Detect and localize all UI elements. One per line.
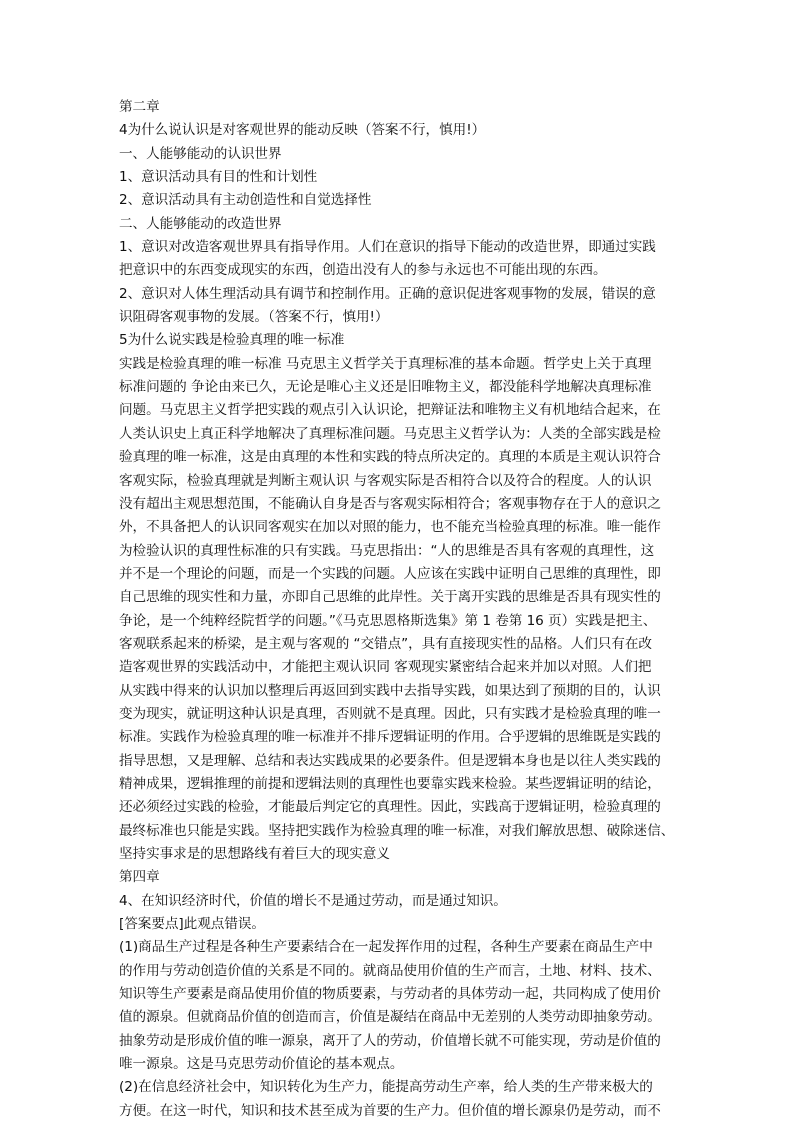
text-line: 5为什么说实践是检验真理的唯一标准: [119, 332, 345, 349]
text-line: 为检验认识的真理性标准的只有实践。马克思指出：“人的思维是否具有客观的真理性，这: [119, 542, 655, 559]
text-line: (2)在信息经济社会中，知识转化为生产力，能提高劳动生产率，给人类的生产带来极大的: [119, 1079, 653, 1096]
text-line: 4为什么说认识是对客观世界的能动反映（答案不行，慎用!）: [119, 122, 486, 139]
text-line: 精神成果，逻辑推理的前提和逻辑法则的真理性也要靠实践来检验。某些逻辑证明的结论，: [119, 775, 661, 792]
text-line: 知识等生产要素是商品使用价值的物质要素，与劳动者的具体劳动一起，共同构成了使用价: [119, 986, 661, 1003]
text-line: (1)商品生产过程是各种生产要素结合在一起发挥作用的过程，各种生产要素在商品生产中: [119, 939, 653, 956]
text-line: 实践是检验真理的唯一标准 马克思主义哲学关于真理标准的基本命题。哲学史上关于真理: [119, 355, 652, 372]
text-line: 最终标准也只能是实践。坚持把实践作为检验真理的唯一标准，对我们解放思想、破除迷信、: [119, 822, 675, 839]
text-line: 一、人能够能动的认识世界: [119, 145, 282, 162]
text-line: 二、人能够能动的改造世界: [119, 215, 282, 232]
text-line: 第四章: [119, 869, 160, 886]
text-line: 自己思维的现实性和力量，亦即自己思维的此岸性。关于离开实践的思维是否具有现实性的: [119, 589, 661, 606]
text-line: 客观联系起来的桥梁，是主观与客观的 “交错点”，具有直接现实性的品格。人们只有在改: [119, 635, 652, 652]
text-line: 还必须经过实践的检验，才能最后判定它的真理性。因此，实践高于逻辑证明，检验真理的: [119, 799, 661, 816]
text-line: 争论，是一个纯粹经院哲学的问题。”《马克思恩格斯选集》第 1 卷第 16 页）实践是把主、: [119, 612, 657, 629]
text-line: 1、意识活动具有目的性和计划性: [119, 169, 318, 186]
text-line: 客观实际，检验真理就是判断主观认识 与客观实际是否相符合以及符合的程度。人的认识: [119, 472, 652, 489]
text-line: 问题。马克思主义哲学把实践的观点引入认识论，把辩证法和唯物主义有机地结合起来，在: [119, 402, 661, 419]
text-line: 并不是一个理论的问题，而是一个实践的问题。人应该在实践中证明自己思维的真理性，即: [119, 565, 661, 582]
text-line: 第二章: [119, 99, 160, 115]
text-line: 方便。在这一时代，知识和技术甚至成为首要的生产力。但价值的增长源泉仍是劳动，而不: [119, 1102, 661, 1119]
text-line: 2、意识对人体生理活动具有调节和控制作用。正确的意识促进客观事物的发展，错误的意: [119, 285, 656, 302]
text-line: 从实践中得来的认识加以整理后再返回到实践中去指导实践，如果达到了预期的目的，认识: [119, 682, 661, 699]
text-line: 2、意识活动具有主动创造性和自觉选择性: [119, 192, 372, 209]
text-line: 造客观世界的实践活动中，才能把主观认识同 客观现实紧密结合起来并加以对照。人们把: [119, 659, 652, 676]
text-line: [答案要点]此观点错误。: [119, 916, 265, 933]
text-line: 指导思想，又是理解、总结和表达实践成果的必要条件。但是逻辑本身也是以往人类实践的: [119, 752, 661, 769]
text-line: 没有超出主观思想范围，不能确认自身是否与客观实际相符合；客观事物存在于人的意识之: [119, 495, 661, 512]
text-line: 的作用与劳动创造价值的关系是不同的。就商品使用价值的生产而言，土地、材料、技术、: [119, 962, 661, 979]
text-line: 人类认识史上真正科学地解决了真理标准问题。马克思主义哲学认为：人类的全部实践是检: [119, 425, 661, 442]
text-line: 标准。实践作为检验真理的唯一标准并不排斥逻辑证明的作用。合乎逻辑的思维既是实践的: [119, 729, 661, 746]
text-line: 识阻碍客观事物的发展。（答案不行，慎用!）: [119, 309, 389, 326]
text-line: 1、意识对改造客观世界具有指导作用。人们在意识的指导下能动的改造世界，即通过实践: [119, 239, 656, 256]
text-line: 验真理的唯一标准，这是由真理的本性和实践的特点所决定的。真理的本质是主观认识符合: [119, 449, 661, 466]
text-line: 值的源泉。但就商品价值的创造而言，价值是凝结在商品中无差别的人类劳动即抽象劳动。: [119, 1009, 661, 1026]
text-line: 唯一源泉。这是马克思劳动价值论的基本观点。: [119, 1056, 404, 1073]
document-page: [119, 96, 679, 1123]
text-line: 坚持实事求是的思想路线有着巨大的现实意义: [119, 846, 390, 862]
text-line: 变为现实，就证明这种认识是真理，否则就不是真理。因此，只有实践才是检验真理的唯一: [119, 705, 661, 722]
text-line: 外，不具备把人的认识同客观实在加以对照的能力，也不能充当检验真理的标准。唯一能作: [119, 519, 661, 536]
text-line: 把意识中的东西变成现实的东西，创造出没有人的参与永远也不可能出现的东西。: [119, 262, 607, 279]
text-line: 4、在知识经济时代，价值的增长不是通过劳动，而是通过知识。: [119, 892, 507, 909]
text-line: 抽象劳动是形成价值的唯一源泉，离开了人的劳动，价值增长就不可能实现，劳动是价值的: [119, 1032, 661, 1049]
text-line: 标准问题的 争论由来已久，无论是唯心主义还是旧唯物主义，都没能科学地解决真理标准: [119, 379, 652, 396]
